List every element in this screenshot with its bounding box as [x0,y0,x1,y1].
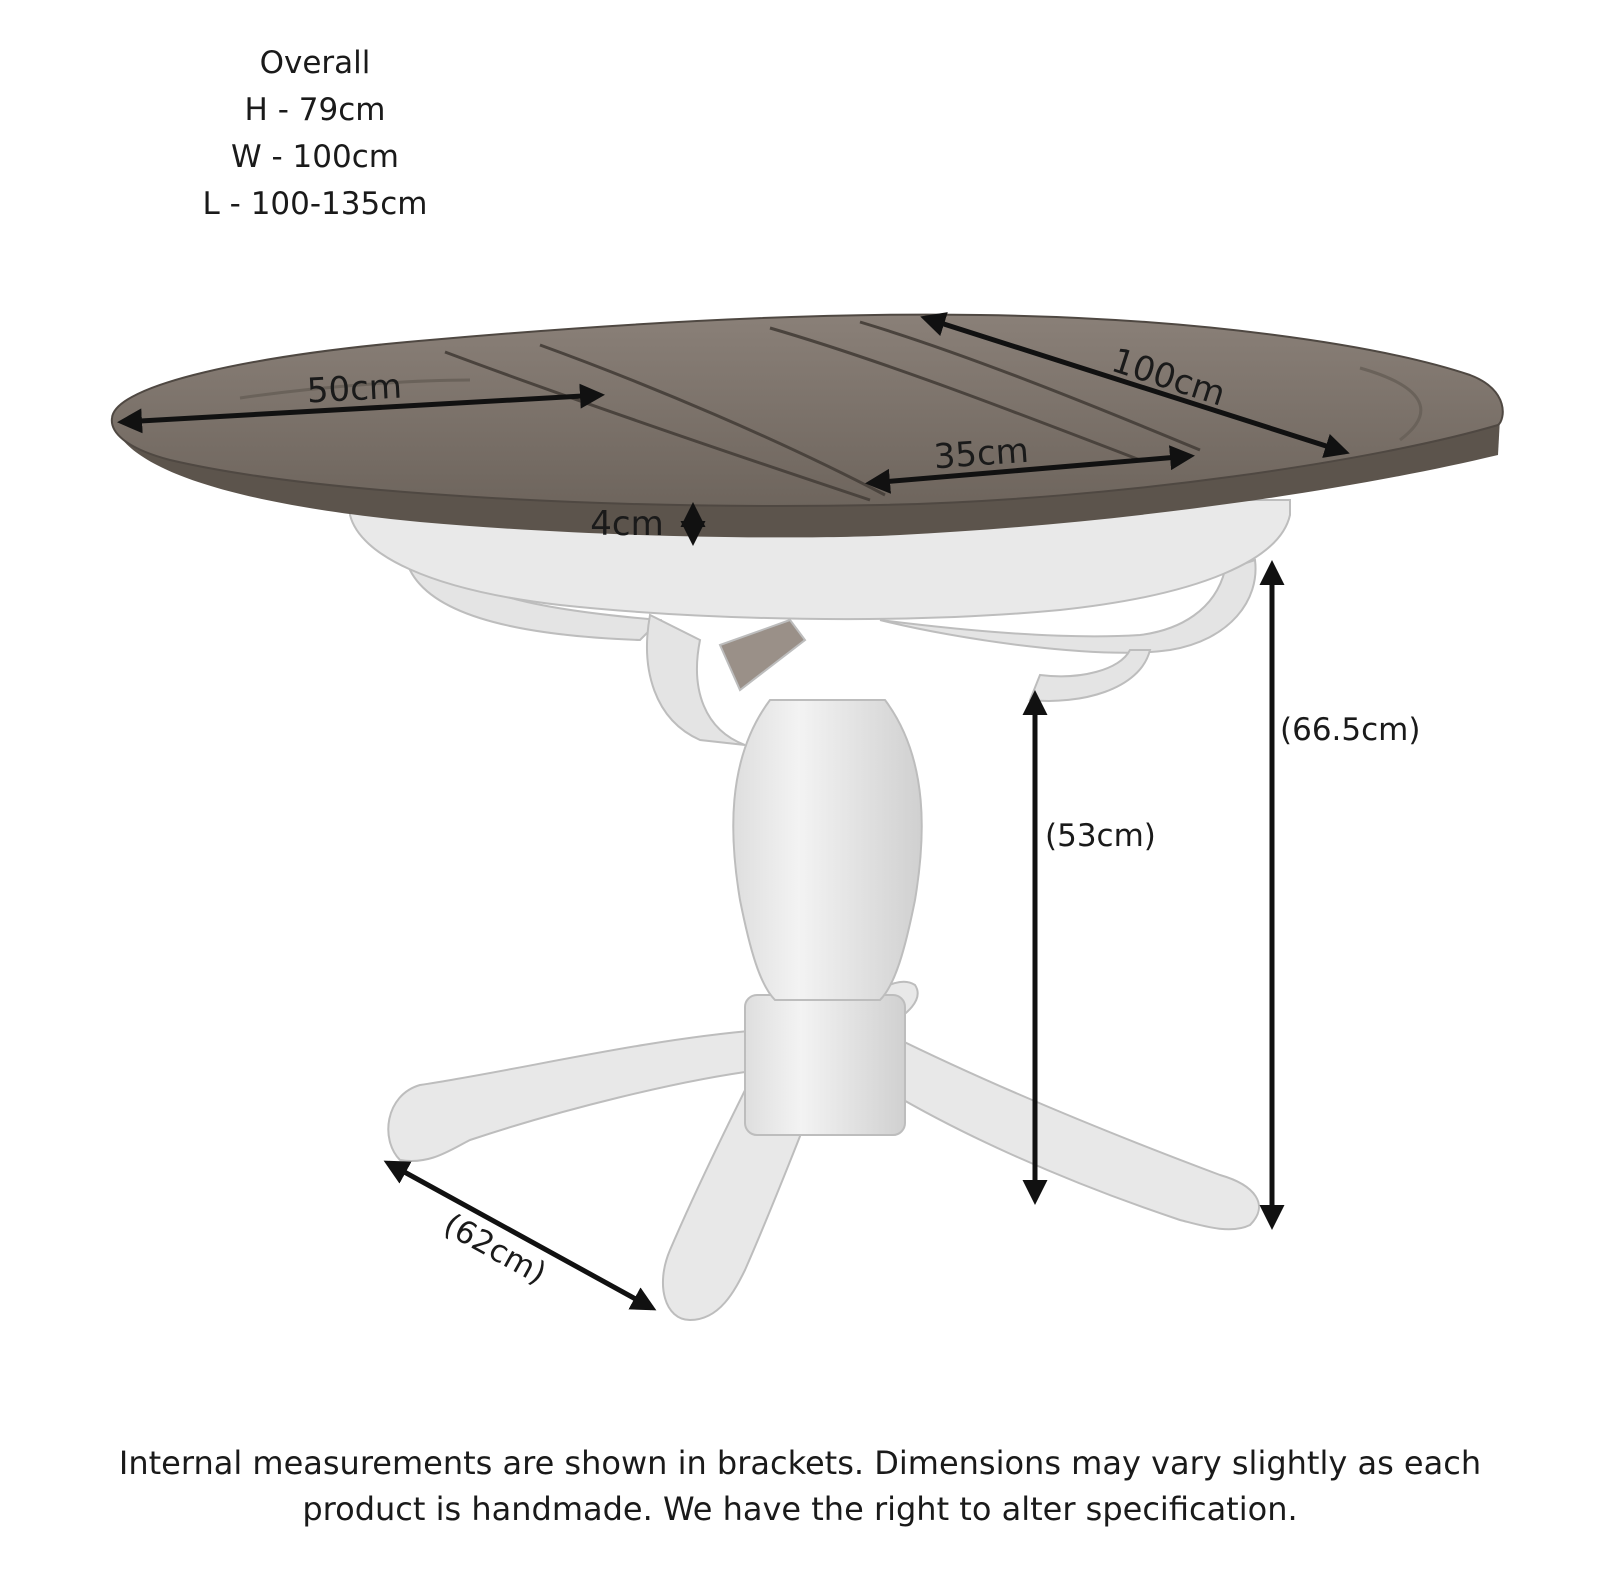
label-53cm: (53cm) [1045,818,1156,854]
foot-left [388,1030,760,1161]
overall-width: W - 100cm [231,139,399,175]
footnote-line-1: Internal measurements are shown in brackets. Dimensions may vary slightly as each [118,1444,1482,1482]
footnote-line-2: product is handmade. We have the right to alter specification. [302,1490,1298,1528]
pedestal-column [733,700,922,1000]
label-35cm: 35cm [932,430,1031,478]
label-62cm: (62cm) [437,1206,553,1292]
overall-length: L - 100-135cm [202,186,428,222]
label-50cm: 50cm [305,366,403,412]
pedestal-collar [745,995,905,1135]
footnote [60,1440,1540,1532]
overall-heading: Overall [259,45,371,81]
table-illustration [112,315,1503,1320]
foot-right [870,1030,1259,1229]
arrow-62cm [388,1163,652,1308]
label-100cm: 100cm [1106,340,1231,415]
overall-height: H - 79cm [244,92,386,128]
label-4cm: 4cm [590,504,664,544]
label-66-5cm: (66.5cm) [1280,712,1421,748]
